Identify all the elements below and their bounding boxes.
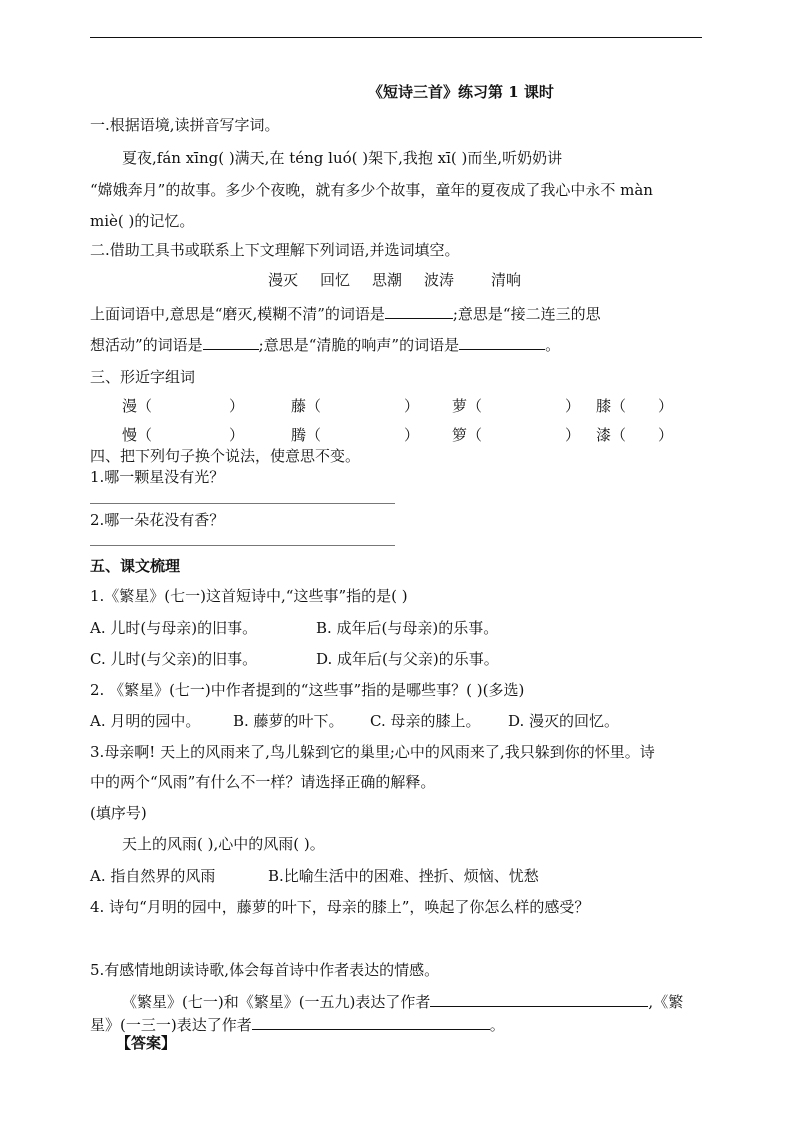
q2-word: 波涛 xyxy=(424,271,455,289)
q5-option: A. 儿时(与母亲)的旧事。 xyxy=(90,619,258,637)
answer-line[interactable] xyxy=(90,503,395,504)
q3-char-close: ） xyxy=(658,397,674,415)
q5-item-3-line4: 天上的风雨( ),心中的风雨( )。 xyxy=(122,835,325,853)
q5-item-5-line2 xyxy=(90,1013,505,1035)
q3-char-open: 藤（ xyxy=(291,397,322,415)
answer-blank[interactable] xyxy=(203,333,259,350)
q1-line3: miè( )的记忆。 xyxy=(90,212,195,230)
q3-char-open: 漫（ xyxy=(122,397,153,415)
q2-line2-text-b: ;意思是“清脆的响声”的词语是 xyxy=(258,336,460,354)
q4-sentence-2: 2.哪一朵花没有香？ xyxy=(90,511,225,529)
page-title: 《短诗三首》练习第 1 课时 xyxy=(368,83,554,101)
q3-char-close: ） xyxy=(565,397,581,415)
q3-char-close: ） xyxy=(229,426,245,444)
answer-blank[interactable] xyxy=(459,333,545,350)
q3-char-open: 慢（ xyxy=(122,426,153,444)
answer-label: 【答案】 xyxy=(116,1034,177,1052)
q5-item-4: 4. 诗句“月明的园中，藤萝的叶下，母亲的膝上”，唤起了你怎么样的感受？ xyxy=(90,898,590,916)
q3-char-close: ） xyxy=(565,426,581,444)
q2-line1-text: 上面词语中,意思是“磨灭,模糊不清”的词语是 xyxy=(90,305,385,323)
q2-line1 xyxy=(90,302,601,324)
q5-heading: 五、课文梳理 xyxy=(90,557,181,575)
q3-char-close: ） xyxy=(404,397,420,415)
q3-char-close: ） xyxy=(658,426,674,444)
q5-item-5-line1 xyxy=(122,990,683,1012)
q5-option: B. 藤萝的叶下。 xyxy=(233,712,344,730)
header-rule xyxy=(90,37,702,38)
q3-char-open: 膝（ xyxy=(596,397,627,415)
q5-option: C. 母亲的膝上。 xyxy=(370,712,481,730)
q1-line1: 夏夜,fán xīng( )满天,在 téng luó( )架下,我抱 xī( )而坐,听奶奶讲 xyxy=(122,149,563,167)
q4-heading: 四、把下列句子换个说法，使意思不变。 xyxy=(90,447,361,465)
q5-option: A. 月明的园中。 xyxy=(90,712,201,730)
q5-item-5-text: 《繁星》(七一)和《繁星》(一五九)表达了作者 xyxy=(122,993,431,1011)
q3-char-close: ） xyxy=(404,426,420,444)
q3-char-open: 漆（ xyxy=(596,426,627,444)
q2-line2-end: 。 xyxy=(545,336,561,354)
q5-item-5-text-b: ,《繁 xyxy=(648,993,684,1011)
answer-blank[interactable] xyxy=(252,1013,490,1030)
q3-char-close: ） xyxy=(229,397,245,415)
q5-option: B.比喻生活中的困难、挫折、烦恼、忧愁 xyxy=(268,867,539,885)
q5-item-5-end: 。 xyxy=(489,1016,505,1034)
q3-heading: 三、形近字组词 xyxy=(90,368,196,386)
q2-word: 回忆 xyxy=(320,271,351,289)
q2-line1-text-b: ;意思是“接二连三的思 xyxy=(452,305,601,323)
q2-line2 xyxy=(90,333,560,355)
q5-option: C. 儿时(与父亲)的旧事。 xyxy=(90,650,258,668)
answer-blank[interactable] xyxy=(385,302,453,319)
q5-item-1: 1.《繁星》(七一)这首短诗中,“这些事”指的是( ) xyxy=(90,587,408,605)
q5-item-3-line3: (填序号) xyxy=(90,804,147,822)
q2-word: 清响 xyxy=(491,271,522,289)
q2-word: 思潮 xyxy=(372,271,403,289)
q2-heading: 二.借助工具书或联系上下文理解下列词语,并选词填空。 xyxy=(90,241,460,259)
q1-heading: 一.根据语境,读拼音写字词。 xyxy=(90,116,280,134)
q3-char-open: 腾（ xyxy=(291,426,322,444)
q5-option: D. 成年后(与父亲)的乐事。 xyxy=(316,650,499,668)
q5-option: B. 成年后(与母亲)的乐事。 xyxy=(316,619,499,637)
answer-line[interactable] xyxy=(90,545,395,546)
q5-option: A. 指自然界的风雨 xyxy=(90,867,216,885)
q5-item-2: 2. 《繁星》(七一)中作者提到的“这些事”指的是哪些事？( )(多选) xyxy=(90,681,525,699)
q3-char-open: 萝（ xyxy=(452,397,483,415)
answer-blank[interactable] xyxy=(430,990,648,1007)
q5-item-3-line2: 中的两个“风雨”有什么不一样？请选择正确的解释。 xyxy=(90,773,436,791)
q5-item-5-text-c: 星》(一三一)表达了作者 xyxy=(90,1016,252,1034)
q5-item-3-line1: 3.母亲啊! 天上的风雨来了,鸟儿躲到它的巢里;心中的风雨来了,我只躲到你的怀里。诗 xyxy=(90,743,655,761)
q5-item-5: 5.有感情地朗读诗歌,体会每首诗中作者表达的情感。 xyxy=(90,961,440,979)
q5-option: D. 漫灭的回忆。 xyxy=(508,712,620,730)
q4-sentence-1: 1.哪一颗星没有光？ xyxy=(90,468,225,486)
q3-char-open: 箩（ xyxy=(452,426,483,444)
q2-line2-text: 想活动”的词语是 xyxy=(90,336,203,354)
q2-word: 漫灭 xyxy=(268,271,299,289)
q1-line2: “嫦娥奔月”的故事。多少个夜晚，就有多少个故事，童年的夏夜成了我心中永不 màn xyxy=(90,181,653,199)
